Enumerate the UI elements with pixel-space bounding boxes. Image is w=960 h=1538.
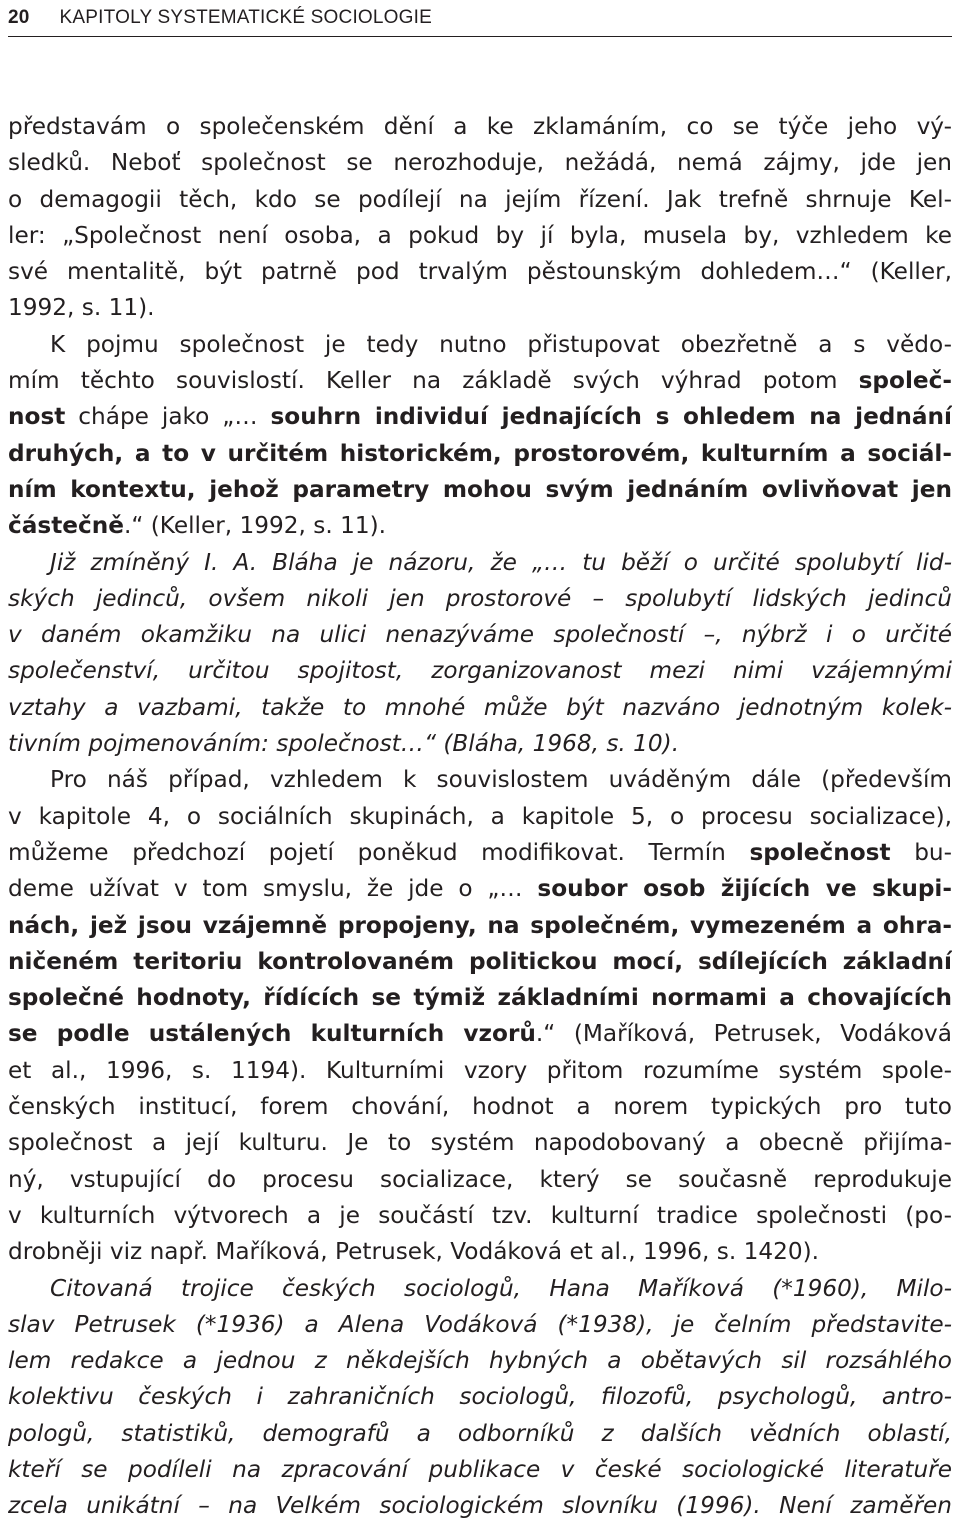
text-run: pologů, statistiků, demografů a odborníků z dalších vědních oblastí, [8,1419,952,1447]
text-run: bu- [890,838,952,866]
text-run: společenství, určitou spojitost, zorganizovanost mezi nimi vzájemnými [8,657,952,685]
text-run: Pro náš případ, vzhledem k souvislostem uváděným dále (především [50,766,952,794]
text-line [8,218,952,254]
text-line [8,182,952,218]
text-line [8,1125,952,1161]
text-run: mím těchto souvislostí. Keller na základě svých výhrad potom [8,367,859,395]
text-line [8,472,952,508]
text-line [8,726,952,762]
text-line [8,581,952,617]
text-line [8,508,952,544]
text-body [8,109,952,1525]
bold-text: společnost [749,838,891,866]
text-line [8,653,952,689]
text-line [8,690,952,726]
text-run: kolektivu českých i zahraničních sociologů, filozofů, psychologů, antro- [8,1383,952,1411]
text-line [8,980,952,1016]
text-run: tivním pojmenováním: společnost…“ (Bláha, 1968, s. 10). [8,730,680,758]
text-line [8,145,952,181]
text-run: Již zmíněný I. A. Bláha je názoru, že „… tu běží o určité spolubytí lid- [50,548,952,576]
text-line [8,363,952,399]
text-run: lem redakce a jednou z někdejších hybných a obětavých sil rozsáhlého [8,1347,952,1375]
text-line [8,436,952,472]
paragraph [8,109,952,327]
text-line [8,1343,952,1379]
bold-text: druhých, a to v určitém historickém, prostorovém, kulturním a sociál- [8,439,952,467]
text-run: v daném okamžiku na ulici nenazýváme společností –, nýbrž i o určité [8,621,952,649]
bold-text: se podle ustálených kulturních vzorů [8,1020,536,1048]
text-run: drobněji viz např. Maříková, Petrusek, Vodáková et al., 1996, s. 1420). [8,1238,820,1266]
text-line [8,1089,952,1125]
text-run: deme užívat v tom smyslu, že jde o „… [8,875,538,903]
text-run: chápe jako „… [65,403,271,431]
running-title: KAPITOLY SYSTEMATICKÉ SOCIOLOGIE [59,7,432,28]
bold-text: nách, jež jsou vzájemně propojeny, na společném, vymezeném a ohra- [8,911,952,939]
bold-text: společ- [858,367,952,395]
text-line [8,1452,952,1488]
text-run: ler: „Společnost není osoba, a pokud by jí byla, musela by, vzhledem ke [8,221,952,249]
paragraph [8,545,952,763]
text-line [8,545,952,581]
text-run: Citovaná trojice českých sociologů, Hana Maříková (*1960), Milo- [50,1274,952,1302]
text-run: ný, vstupující do procesu socializace, který se současně reprodukuje [8,1165,952,1193]
bold-text: nost [8,403,66,431]
text-run: v kulturních výtvorech a je součástí tzv. kulturní tradice společnosti (po- [8,1201,952,1229]
text-line [8,399,952,435]
text-line [8,1271,952,1307]
text-line [8,871,952,907]
text-line [8,254,952,290]
text-line [8,290,952,326]
text-run: v kapitole 4, o sociálních skupinách, a kapitole 5, o procesu socializace), [8,802,952,830]
text-line [8,944,952,980]
text-line [8,835,952,871]
text-run: vztahy a vazbami, takže to mnohé může být nazváno jednotným kolek- [8,693,952,721]
paragraph [8,762,952,1270]
paragraph [8,1271,952,1525]
text-run: o demagogii těch, kdo se podílejí na jejím řízení. Jak trefně shrnuje Kel- [8,185,952,213]
text-run: představám o společenském dění a ke zklamáním, co se týče jeho vý- [8,113,952,140]
text-run: .“ (Keller, 1992, s. 11). [123,512,387,540]
text-run: K pojmu společnost je tedy nutno přistupovat obezřetně a s vědo- [50,330,952,358]
bold-text: ním kontextu, jehož parametry mohou svým jednáním ovlivňovat jen [8,475,952,503]
paragraph [8,327,952,545]
bold-text: částečně [8,512,124,540]
text-run: slav Petrusek (*1936) a Alena Vodáková (*1938), je čelním představite- [8,1310,952,1338]
text-line [8,799,952,835]
text-run: ských jedinců, ovšem nikoli jen prostorové – spolubytí lidských jedinců [8,584,952,612]
bold-text: souhrn individuí jednajících s ohledem na jednání [270,403,952,431]
bold-text: společné hodnoty, řídících se týmiž základními normami a chovajících [8,984,952,1012]
text-line [8,617,952,653]
text-run: 1992, s. 11). [8,294,155,322]
text-run: kteří se podíleli na zpracování publikace v české sociologické literatuře [8,1455,952,1483]
text-line [8,1162,952,1198]
bold-text: ničeném teritoriu kontrolovaném politickou mocí, sdílejících základní [8,947,952,975]
text-run: zcela unikátní – na Velkém sociologickém slovníku (1996). Není zaměřen [8,1492,952,1520]
page-number: 20 [8,7,30,28]
text-run: můžeme předchozí pojetí poněkud modifikovat. Termín [8,838,750,866]
text-line [8,1016,952,1052]
text-line [8,1198,952,1234]
text-line [8,1307,952,1343]
bold-text: soubor osob žijících ve skupi- [537,875,952,903]
text-run: své mentalitě, být patrně pod trvalým pěstounským dohledem…“ (Keller, [8,258,952,286]
text-line [8,327,952,363]
text-run: sledků. Neboť společnost se nerozhoduje, nežádá, nemá zájmy, jde jen [8,149,952,177]
text-run: čenských institucí, forem chování, hodnot a norem typických pro tuto [8,1093,952,1121]
page-header [8,0,952,37]
text-line [8,1416,952,1452]
text-run: společnost a její kulturu. Je to systém napodobovaný a obecně přijíma- [8,1129,952,1157]
text-line [8,1053,952,1089]
text-line [8,1488,952,1524]
text-line [8,762,952,798]
text-run: et al., 1996, s. 1194). Kulturními vzory přitom rozumíme systém spole- [8,1056,952,1084]
text-line [8,1234,952,1270]
text-run: .“ (Maříková, Petrusek, Vodáková [535,1020,952,1048]
text-line [8,1379,952,1415]
text-line [8,908,952,944]
text-line [8,109,952,145]
